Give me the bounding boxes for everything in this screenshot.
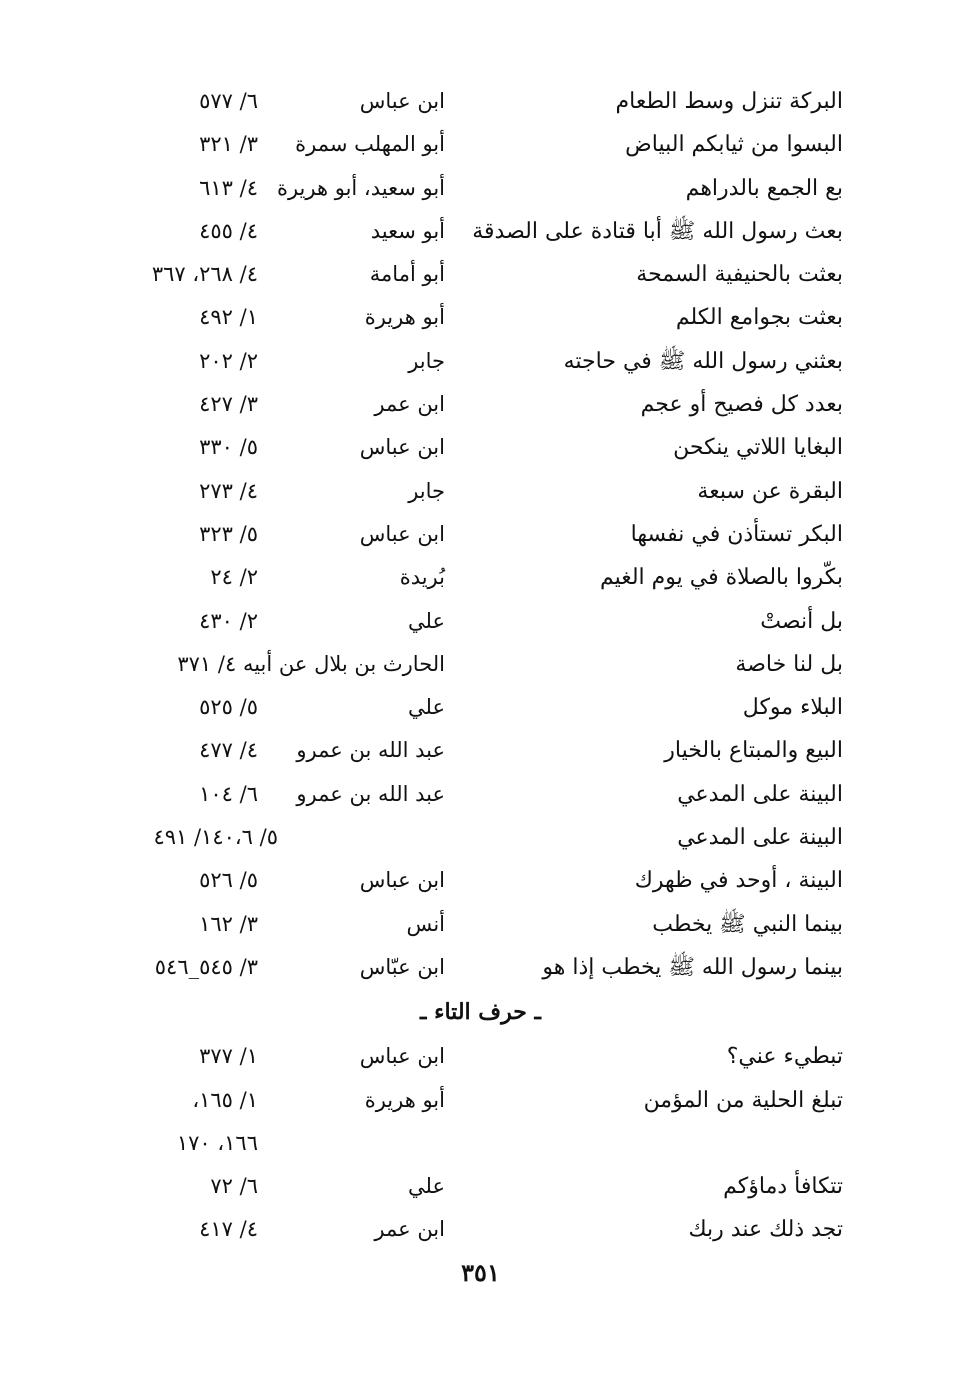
narrator: جابر — [408, 348, 445, 373]
hadith-phrase: بعثت بجوامع الكلم — [675, 305, 843, 331]
volume-page-ref: ٥/ ٥٢٦ — [199, 868, 258, 893]
volume-page-ref: ٥/ ١٤٠،٦/ ٤٩١ — [153, 825, 278, 850]
list-item — [0, 600, 961, 643]
list-item — [0, 426, 961, 469]
narrator: علي — [408, 1174, 445, 1199]
narrator: ابن عباس — [359, 435, 445, 460]
list-item — [0, 903, 961, 946]
hadith-phrase: بع الجمع بالدراهم — [685, 175, 843, 201]
volume-page-ref: ٥/ ٣٣٠ — [199, 435, 258, 460]
hadith-phrase: البسوا من ثيابكم البياض — [625, 132, 843, 158]
list-item — [0, 340, 961, 383]
volume-page-ref: ٥/ ٣٢٣ — [199, 521, 258, 546]
narrator: ابن عباس — [359, 1044, 445, 1069]
list-item — [0, 773, 961, 816]
list-item — [0, 296, 961, 339]
volume-page-ref: ١/ ٤٩٢ — [199, 305, 258, 330]
list-item — [0, 513, 961, 556]
hadith-index-list — [0, 80, 961, 1252]
list-item — [0, 729, 961, 772]
volume-page-ref: ١٦٦، ١٧٠ — [176, 1130, 258, 1155]
hadith-phrase: تجد ذلك عند ربك — [688, 1217, 843, 1243]
volume-page-ref: ٤/ ٤١٧ — [199, 1217, 258, 1242]
hadith-phrase: البركة تنزل وسط الطعام — [615, 89, 843, 114]
volume-page-ref: ٤/ ٢٦٨، ٣٦٧ — [151, 262, 258, 287]
list-item — [0, 470, 961, 513]
hadith-phrase: البينة ، أوحد في ظهرك — [634, 868, 843, 894]
volume-page-ref: ٣/ ١٦٢ — [199, 911, 258, 936]
narrator: أبو أمامة — [369, 262, 445, 287]
narrator: أبو هريرة — [364, 1087, 445, 1112]
list-item — [0, 80, 961, 123]
hadith-phrase: البكر تستأذن في نفسها — [630, 521, 843, 547]
hadith-phrase: البينة على المدعي — [677, 825, 843, 851]
list-item — [0, 859, 961, 902]
hadith-phrase: البقرة عن سبعة — [697, 478, 843, 504]
list-item — [0, 946, 961, 989]
list-item — [0, 1035, 961, 1078]
list-item — [0, 556, 961, 599]
narrator: ابن عمر — [374, 392, 445, 417]
list-item — [0, 1165, 961, 1208]
list-item — [0, 167, 961, 210]
page-number: ٣٥١ — [461, 1258, 500, 1287]
volume-page-ref: ٣/ ٣٢١ — [199, 132, 258, 157]
narrator: أبو سعيد، أبو هريرة — [276, 175, 445, 200]
hadith-phrase: بينما النبي ﷺ يخطب — [652, 911, 843, 937]
list-item — [0, 1122, 961, 1165]
hadith-phrase: تتكافأ دماؤكم — [723, 1174, 843, 1200]
volume-page-ref: ٣/ ٥٤٥_٥٤٦ — [154, 954, 258, 979]
hadith-phrase: بل أنصتْ — [760, 608, 843, 634]
volume-page-ref: ٤/ ٦١٣ — [199, 175, 258, 200]
narrator: أبو سعيد — [370, 218, 445, 243]
narrator: علي — [408, 608, 445, 633]
hadith-phrase: بينما رسول الله ﷺ يخطب إذا هو — [542, 954, 843, 980]
narrator: أنس — [406, 911, 445, 936]
narrator: أبو هريرة — [364, 305, 445, 330]
list-item — [0, 643, 961, 686]
narrator: جابر — [408, 478, 445, 503]
narrator: بُريدة — [399, 565, 445, 590]
list-item — [0, 686, 961, 729]
list-item — [0, 816, 961, 859]
volume-page-ref: ٥/ ٥٢٥ — [199, 695, 258, 720]
section-heading-row — [0, 989, 961, 1035]
narrator: ابن عباس — [359, 521, 445, 546]
list-item — [0, 123, 961, 166]
narrator: ابن عمر — [374, 1217, 445, 1242]
list-item — [0, 1079, 961, 1122]
narrator: ابن عباس — [359, 868, 445, 893]
volume-page-ref: ٦/ ٧٢ — [210, 1174, 258, 1199]
hadith-phrase: البيع والمبتاع بالخيار — [664, 738, 843, 764]
hadith-phrase: بكّروا بالصلاة في يوم الغيم — [599, 565, 843, 591]
volume-page-ref: ٣/ ٤٢٧ — [199, 392, 258, 417]
hadith-phrase: البينة على المدعي — [677, 781, 843, 807]
volume-page-ref: ٢/ ٤٣٠ — [199, 608, 258, 633]
section-heading: ـ حرف التاء ـ — [420, 999, 541, 1026]
volume-page-ref: ٢/ ٢٠٢ — [199, 348, 258, 373]
volume-page-ref: ٤/ ٢٧٣ — [199, 478, 258, 503]
volume-page-ref: ٤/ ٤٧٧ — [199, 738, 258, 763]
narrator: الحارث بن بلال عن أبيه ٤/ ٣٧١ — [177, 651, 445, 676]
volume-page-ref: ٢/ ٢٤ — [210, 565, 258, 590]
hadith-phrase: بل لنا خاصة — [735, 651, 843, 677]
list-item — [0, 253, 961, 296]
hadith-phrase: بعث رسول الله ﷺ أبا قتادة على الصدقة — [472, 218, 843, 244]
volume-page-ref: ١/ ١٦٥، — [192, 1087, 258, 1112]
list-item — [0, 383, 961, 426]
list-item — [0, 210, 961, 253]
narrator: عبد الله بن عمرو — [296, 738, 445, 763]
hadith-phrase: تبطيء عني؟ — [726, 1044, 843, 1070]
narrator: عبد الله بن عمرو — [296, 781, 445, 806]
volume-page-ref: ٤/ ٤٥٥ — [199, 218, 258, 243]
narrator: أبو المهلب سمرة — [295, 132, 445, 157]
volume-page-ref: ٦/ ١٠٤ — [199, 781, 258, 806]
narrator: علي — [408, 695, 445, 720]
narrator: ابن عباس — [359, 89, 445, 113]
hadith-phrase: تبلغ الحلية من المؤمن — [643, 1087, 843, 1113]
hadith-phrase: البغايا اللاتي ينكحن — [673, 435, 843, 461]
hadith-phrase: البلاء موكل — [742, 695, 843, 721]
list-item — [0, 1208, 961, 1251]
hadith-phrase: بعدد كل فصيح أو عجم — [640, 392, 843, 418]
hadith-phrase: بعثت بالحنيفية السمحة — [636, 262, 843, 288]
hadith-phrase: بعثني رسول الله ﷺ في حاجته — [563, 348, 843, 374]
volume-page-ref: ٦/ ٥٧٧ — [199, 89, 258, 113]
volume-page-ref: ١/ ٣٧٧ — [199, 1044, 258, 1069]
narrator: ابن عبّاس — [359, 954, 445, 979]
